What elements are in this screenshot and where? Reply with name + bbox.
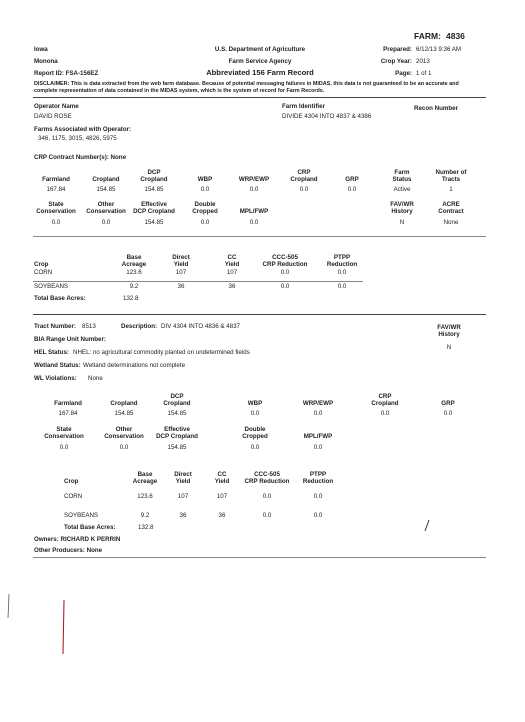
farm-summary-row1-value: 154.85 [96,186,116,193]
farm-summary-row1-value: 0.0 [299,186,309,193]
farm-crop-header: CC Yield [224,254,240,268]
farm-summary-row1-header: WBP [197,176,213,183]
agency-line-2: Farm Service Agency [228,58,292,65]
tract-crop-cell: 107 [216,493,228,500]
tract-summary-row1-header: GRP [441,400,455,407]
tract-crop-cell: 0.0 [262,512,272,519]
tract-summary-row2-header: State Conservation [44,426,84,440]
farm-summary-row2-value: 0.0 [249,219,259,226]
farm-total-base-label: Total Base Acres: [34,295,86,302]
farm-summary-row1-header: Farmland [42,176,70,183]
report-title: Abbreviated 156 Farm Record [206,68,314,77]
tract-summary-row2-value: 0.0 [313,444,323,451]
wl-violations-label: WL Violations: [34,375,77,382]
wetland-status-value: Wetland determinations not complete [83,362,186,369]
owners-line: Owners: RICHARD K PERRIN [34,536,121,543]
tract-summary-row1-value: 167.84 [58,410,78,417]
farm-crop-cell: 36 [177,283,185,290]
tract-summary-row2-header: Other Conservation [104,426,144,440]
red-pen-stroke [60,598,68,658]
wl-violations-value: None [88,375,103,382]
farm-summary-row2-value: 154.85 [144,219,164,226]
farm-summary-row1-value: 0.0 [200,186,210,193]
divider-top [33,97,486,98]
farm-summary-row1-value: 0.0 [249,186,259,193]
tract-summary-row1-header: Cropland [110,400,138,407]
crop-year-value: 2013 [416,58,430,65]
tract-description-value: DIV 4304 INTO 4836 & 4837 [161,323,240,330]
tract-crop-cell: 0.0 [313,493,323,500]
farm-total-base-value: 132.8 [123,295,139,302]
tract-summary-row2-value: 0.0 [119,444,129,451]
farm-identifier-label: Farm Identifier [282,103,325,110]
farm-crop-cell: 0.0 [337,283,347,290]
farm-crop-cell: 107 [226,269,238,276]
farm-summary-row1-header: GRP [345,176,359,183]
farm-summary-row2-header: Effective DCP Cropland [133,201,175,215]
tract-crop-header: Base Acreage [132,471,158,485]
prepared-value: 6/12/13 9:36 AM [416,46,462,53]
tract-summary-row1-value: 0.0 [380,410,390,417]
farms-associated-value: 346, 1175, 3015, 4826, 5975 [38,135,117,142]
farm-crop-cell: 0.0 [337,269,347,276]
tract-summary-row2-header: Double Cropped [242,426,268,440]
county-name: Monona [34,58,58,65]
farm-summary-row1-value: 154.85 [144,186,164,193]
bia-range-label: BIA Range Unit Number: [34,336,106,343]
tract-crop-cell: SOYBEANS [64,512,99,519]
farm-summary-row2-value: N [399,219,405,226]
tract-summary-row1-value: 0.0 [250,410,260,417]
farm-summary-row1-header: DCP Cropland [140,169,168,183]
tract-summary-row2-value: 0.0 [59,444,69,451]
page-label: Page: [395,70,412,77]
tract-crop-header: Direct Yield [174,471,192,485]
tract-description-label: Description: [121,323,158,330]
tract-fav-label: FAV/WR History [437,324,461,338]
tract-crop-cell: 123.6 [137,493,153,500]
agency-line-1: U.S. Department of Agriculture [214,46,306,53]
farm-crop-cell: CORN [34,269,53,276]
tract-summary-row1-header: WBP [247,400,263,407]
farm-identifier-value: DIVIDE 4304 INTO 4837 & 4386 [282,113,372,120]
disclaimer-line-2: complete representation of data contained in the MIDAS system, which is the system of record for Farm Records. [34,88,325,94]
tract-summary-row1-header: Farmland [54,400,82,407]
tract-summary-row1-value: 0.0 [313,410,323,417]
tract-total-base-label: Total Base Acres: [64,524,116,531]
divider-summary [33,236,486,237]
state-name: Iowa [34,46,48,53]
farm-summary-row2-header: ACRE Contract [438,201,464,215]
other-producers-line: Other Producers: None [34,547,103,554]
farm-label: FARM: [414,31,441,41]
tract-summary-row2-value: 154.85 [167,444,187,451]
farm-summary-row2-value: 0.0 [51,219,61,226]
farm-crop-cell: 0.0 [280,269,290,276]
farm-summary-row2-header: MPL/FWP [239,208,269,215]
farm-crop-header: Crop [34,261,49,268]
farm-crop-header: CCC-505 CRP Reduction [262,254,308,268]
farm-crop-header: Direct Yield [172,254,190,268]
tract-number-value: 8513 [82,323,96,330]
farm-summary-row1-header: Number of Tracts [435,169,467,183]
farm-crop-cell: SOYBEANS [34,283,69,290]
tract-summary-row1-value: 154.85 [114,410,134,417]
farm-summary-row1-header: Farm Status [392,169,412,183]
farm-crop-cell: 9.2 [129,283,139,290]
hel-status-label: HEL Status: [34,349,69,356]
tract-summary-row1-header: DCP Cropland [163,393,191,407]
farm-summary-row1-value: 167.84 [46,186,66,193]
farm-crop-cell: 123.6 [126,269,142,276]
farm-summary-row2-header: State Conservation [36,201,76,215]
page-value: 1 of 1 [416,70,432,77]
farm-crop-header: Base Acreage [121,254,147,268]
tract-summary-row2-header: Effective DCP Cropland [156,426,198,440]
crop-table-rule [33,281,363,282]
tract-crop-header: CCC-505 CRP Reduction [244,471,290,485]
operator-name-label: Operator Name [34,103,79,110]
farm-summary-row2-header: FAV/WR History [390,201,414,215]
crop-year-label: Crop Year: [380,58,412,65]
farm-summary-row2-header: Double Cropped [192,201,218,215]
tract-crop-header: PTPP Reduction [302,471,334,485]
tract-crop-header: Crop [64,478,79,485]
tract-crop-cell: 36 [218,512,226,519]
tract-summary-row1-header: CRP Cropland [371,393,399,407]
report-id: Report ID: FSA-156EZ [34,70,99,77]
disclaimer-line-1: DISCLAIMER: This is data extracted from the web farm database. Because of potential messaging failures in MIDAS, this data is not guaranteed to be an accurate and [34,81,459,87]
tract-summary-row2-value: 0.0 [250,444,260,451]
farm-summary-row1-header: WRP/EWP [238,176,270,183]
tract-crop-cell: 0.0 [313,512,323,519]
farms-associated-label: Farms Associated with Operator: [34,126,132,133]
farm-crop-cell: 107 [175,269,187,276]
farm-summary-row1-value: 0.0 [347,186,357,193]
farm-number: 4836 [446,31,465,41]
tract-crop-cell: 36 [179,512,187,519]
tract-crop-cell: CORN [64,493,83,500]
crp-contract: CRP Contract Number(s): None [34,154,127,161]
farm-summary-row2-header: Other Conservation [86,201,126,215]
tract-crop-cell: 9.2 [140,512,150,519]
recon-number-label: Recon Number [414,105,459,112]
farm-crop-cell: 36 [228,283,236,290]
tract-summary-row1-value: 154.85 [167,410,187,417]
operator-name-value: DAVID ROSE [34,113,72,120]
farm-crop-cell: 0.0 [280,283,290,290]
farm-summary-row2-value: 0.0 [200,219,210,226]
farm-summary-row1-header: Cropland [92,176,120,183]
pen-mark [420,518,432,534]
farm-summary-row2-value: None [443,219,459,226]
tract-summary-row1-value: 0.0 [443,410,453,417]
farm-summary-row2-value: 0.0 [101,219,111,226]
tract-number-label: Tract Number: [34,323,76,330]
farm-summary-row1-value: 1 [449,186,453,193]
divider-tract [33,314,486,315]
tract-crop-header: CC Yield [214,471,230,485]
farm-crop-header: PTPP Reduction [326,254,358,268]
farm-summary-row1-value: Active [393,186,411,193]
hel-status-value: NHEL: no agricultural commodity planted on undetermined fields [73,349,250,356]
tract-crop-cell: 0.0 [262,493,272,500]
wetland-status-label: Wetland Status: [34,362,81,369]
margin-mark [6,592,12,622]
tract-crop-cell: 107 [177,493,189,500]
farm-summary-row1-header: CRP Cropland [290,169,318,183]
prepared-label: Prepared: [383,46,412,53]
tract-summary-row2-header: MPL/FWP [303,433,333,440]
tract-summary-row1-header: WRP/EWP [302,400,334,407]
divider-bottom [33,557,486,558]
tract-fav-value: N [446,344,452,351]
tract-total-base-value: 132.8 [138,524,154,531]
